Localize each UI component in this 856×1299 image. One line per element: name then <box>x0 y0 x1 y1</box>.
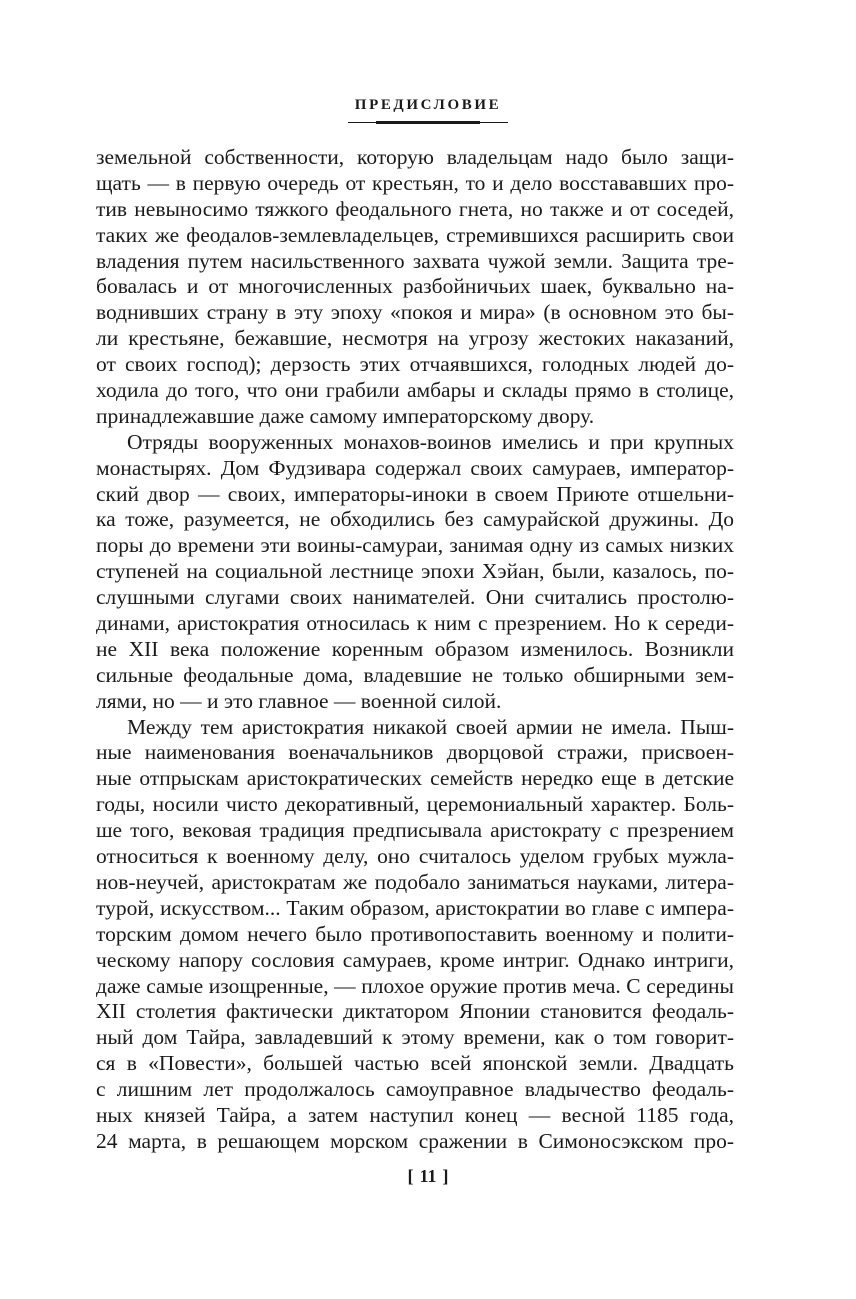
text-line: земельной собственности, которую владельцам надо было защи- <box>96 145 734 169</box>
text-line: годы, носили чисто декоративный, церемониальный характер. Боль- <box>96 792 734 817</box>
text-line: XII столетия фактически диктатором Японии становится феодаль- <box>96 999 734 1024</box>
running-head <box>0 95 856 123</box>
text-line: от своих господ); дерзость этих отчаявшихся, голодных людей до- <box>96 352 734 377</box>
section-title: ПРЕДИСЛОВИЕ <box>354 97 502 113</box>
page-number <box>0 1164 856 1188</box>
header-rule <box>348 121 508 123</box>
text-line: ческому напору сословия самураев, кроме интриг. Однако интриги, <box>96 947 734 972</box>
page-number-close-bracket: ] <box>442 1166 449 1186</box>
text-line: монастырях. Дом Фудзивара содержал своих самураев, император- <box>96 455 734 480</box>
text-line: таких же феодалов-землевладельцев, стремившихся расширить свои <box>96 222 734 247</box>
text-line: ный дом Тайра, завладевший к этому времени, как о том говорит- <box>96 1025 734 1050</box>
text-line: сильные феодальные дома, владевшие не только обширными зем- <box>96 662 734 687</box>
text-line: ные отпрыскам аристократических семейств нередко еще в детские <box>96 766 734 791</box>
text-line: слушными слугами своих нанимателей. Они считались простолю- <box>96 585 734 610</box>
text-line: ка тоже, разумеется, не обходились без самурайской дружины. До <box>96 507 734 532</box>
text-line: торским домом нечего было противопоставить военному и полити- <box>96 921 734 946</box>
text-line: турой, искусством... Таким образом, аристократии во главе с импера- <box>96 895 734 920</box>
text-line: ступеней на социальной лестнице эпохи Хэйан, были, казалось, по- <box>96 559 734 584</box>
text-line: 24 марта, в решающем морском сражении в Симоносэкском про- <box>96 1128 734 1153</box>
text-line: с лишним лет продолжалось самоуправное владычество феодаль- <box>96 1077 734 1102</box>
text-line: ходила до того, что они грабили амбары и склады прямо в столице, <box>96 378 734 403</box>
text-line: принадлежавшие даже самому императорскому двору. <box>96 403 595 428</box>
text-line: щать — в первую очередь от крестьян, то и дело восстававших про- <box>96 170 734 195</box>
header-rule-thick <box>376 121 480 124</box>
text-line: не XII века положение коренным образом изменилось. Возникли <box>96 636 734 661</box>
body-text <box>96 145 734 1155</box>
text-line: ский двор — своих, императоры-иноки в своем Приюте отшельни- <box>96 481 734 506</box>
text-line: нов-неучей, аристократам же подобало заниматься науками, литера- <box>96 869 734 894</box>
text-line: Между тем аристократия никакой своей армии не имела. Пыш- <box>127 714 734 739</box>
text-line: ли крестьяне, бежавшие, несмотря на угрозу жестоких наказаний, <box>96 326 734 351</box>
text-line: тив невыносимо тяжкого феодального гнета, но также и от соседей, <box>96 196 734 221</box>
text-line: воднивших страну в эту эпоху «покоя и мира» (в основном это бы- <box>96 300 734 325</box>
text-line: поры до времени эти воины-самураи, занимая одну из самых низких <box>96 533 734 558</box>
text-line: относиться к военному делу, оно считалось уделом грубых мужла- <box>96 844 734 869</box>
text-line: ся в «Повести», большей частью всей японской земли. Двадцать <box>96 1051 734 1076</box>
text-line: даже самые изощренные, — плохое оружие против меча. С середины <box>96 973 734 998</box>
page-number-value: 11 <box>419 1166 437 1186</box>
text-line: ных князей Тайра, а затем наступил конец — весной 1185 года, <box>96 1102 734 1127</box>
text-line: ные наименования военачальников дворцовой стражи, присвоен- <box>96 740 734 765</box>
text-line: лями, но — и это главное — военной силой. <box>96 688 502 713</box>
text-line: динами, аристократия относилась к ним с презрением. Но к середи- <box>96 611 734 636</box>
text-line: ше того, вековая традиция предписывала аристократу с презрением <box>96 818 734 843</box>
text-line: владения путем насильственного захвата чужой земли. Защита тре- <box>96 248 734 273</box>
text-line: Отряды вооруженных монахов-воинов имелись и при крупных <box>127 429 734 454</box>
page-number-open-bracket: [ <box>407 1166 414 1186</box>
text-line: бовалась и от многочисленных разбойничьих шаек, буквально на- <box>96 274 734 299</box>
